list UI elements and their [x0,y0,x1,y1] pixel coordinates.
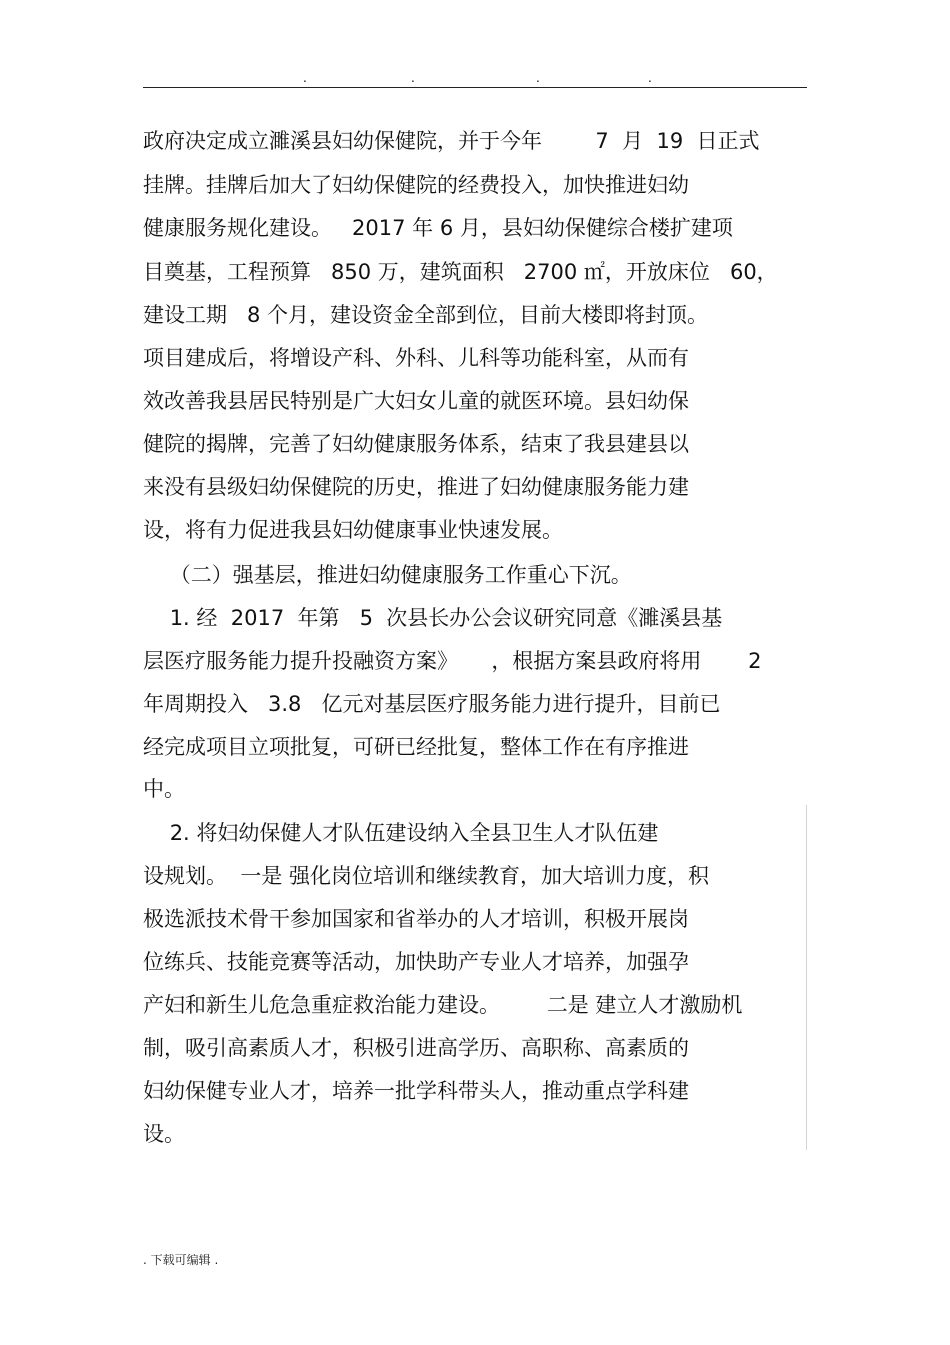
text-line: 产妇和新生儿危急重症救治能力建设。 二是 建立人才激励机 [143,993,743,1017]
text-line: 挂牌。挂牌后加大了妇幼保健院的经费投入，加快推进妇幼 [143,173,689,197]
text-line: 健院的揭牌，完善了妇幼健康服务体系，结束了我县建县以 [143,432,689,456]
section-heading: （二）强基层，推进妇幼健康服务工作重心下沉。 [143,563,632,587]
text-line: 极选派技术骨干参加国家和省举办的人才培训，积极开展岗 [143,907,689,931]
text-line: 妇幼保健专业人才，培养一批学科带头人，推动重点学科建 [143,1079,689,1103]
text-line: 年周期投入 3.8 亿元对基层医疗服务能力进行提升，目前已 [143,692,721,716]
text-line: 健康服务规化建设。 2017 年 6 月，县妇幼保健综合楼扩建项 [143,216,733,240]
text-line: 设规划。 一是 强化岗位培训和继续教育，加大培训力度，积 [143,864,710,888]
text-line: 政府决定成立濉溪县妇幼保健院，并于今年 7 月 19 日正式 [143,129,760,153]
page-footer: . 下载可编辑 . [143,1253,219,1267]
header-divider [143,87,807,88]
text-line: 来没有县级妇幼保健院的历史，推进了妇幼健康服务能力建 [143,475,689,499]
text-line: 1. 经 2017 年第 5 次县长办公会议研究同意《濉溪县基 [143,606,723,630]
page-header-dots [143,70,807,86]
text-line: 建设工期 8 个月，建设资金全部到位，目前大楼即将封顶。 [143,303,709,327]
header-dot: . [303,71,307,85]
text-line: 设，将有力促进我县妇幼健康事业快速发展。 [143,518,563,542]
text-line: 经完成项目立项批复，可研已经批复，整体工作在有序推进 [143,735,689,759]
text-line: 2. 将妇幼保健人才队伍建设纳入全县卫生人才队伍建 [143,821,659,845]
margin-rule [806,805,807,1150]
header-dot: . [536,71,540,85]
header-dot: . [648,71,652,85]
text-line: 目奠基，工程预算 850 万，建筑面积 2700 ㎡，开放床位 60， [143,260,778,284]
header-dot: . [411,71,415,85]
text-line: 制，吸引高素质人才，积极引进高学历、高职称、高素质的 [143,1036,689,1060]
text-line: 效改善我县居民特别是广大妇女儿童的就医环境。县妇幼保 [143,389,689,413]
text-line: 设。 [143,1122,185,1146]
text-line: 层医疗服务能力提升投融资方案》 ，根据方案县政府将用 2 [143,649,762,673]
text-line: 位练兵、技能竞赛等活动，加快助产专业人才培养，加强孕 [143,950,689,974]
text-line: 中。 [143,777,185,801]
text-line: 项目建成后，将增设产科、外科、儿科等功能科室，从而有 [143,346,689,370]
